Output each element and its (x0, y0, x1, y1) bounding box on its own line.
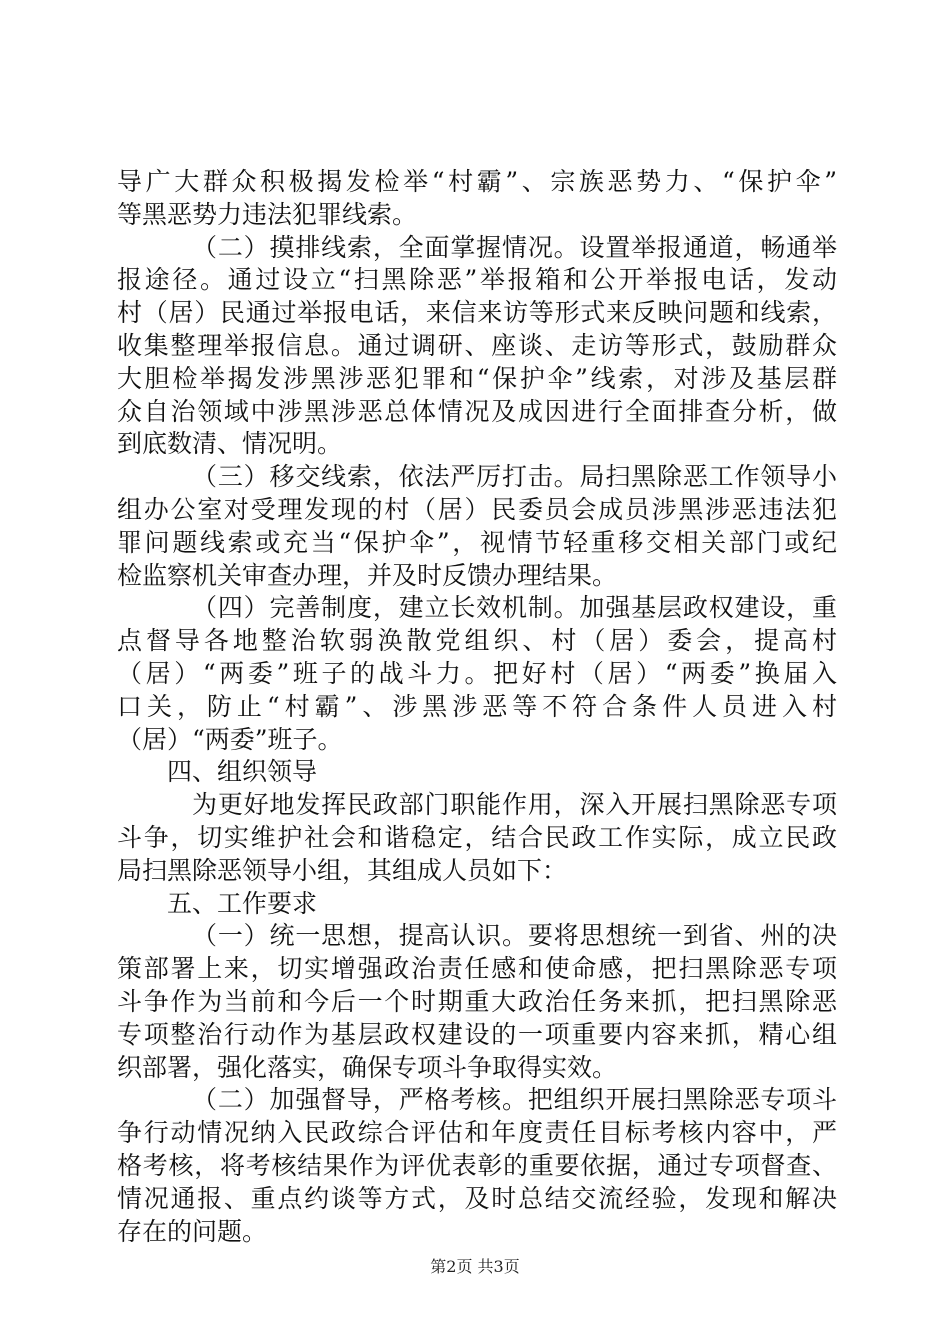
text-line: 组办公室对受理发现的村（居）民委员会成员涉黑涉恶违法犯 (117, 494, 837, 524)
text-line: 织部署，强化落实，确保专项斗争取得实效。 (117, 1052, 618, 1082)
text-line: 到底数清、情况明。 (117, 429, 343, 459)
text-line: 大胆检举揭发涉黑涉恶犯罪和“保护伞”线索，对涉及基层群 (117, 363, 837, 393)
text-line: 众自治领域中涉黑涉恶总体情况及成因进行全面排查分析，做 (117, 396, 837, 426)
text-line: （三）移交线索，依法严厉打击。局扫黑除恶工作领导小 (192, 462, 837, 492)
text-line: （四）完善制度，建立长效机制。加强基层政权建设，重 (192, 593, 837, 623)
text-line: （二）摸排线索，全面掌握情况。设置举报通道，畅通举 (192, 232, 837, 262)
text-line: 格考核，将考核结果作为评优表彰的重要依据，通过专项督查、 (117, 1150, 837, 1180)
text-line: 争行动情况纳入民政综合评估和年度责任目标考核内容中，严 (117, 1118, 837, 1148)
text-line: （二）加强督导，严格考核。把组织开展扫黑除恶专项斗 (192, 1085, 837, 1115)
text-line: 为更好地发挥民政部门职能作用，深入开展扫黑除恶专项 (192, 790, 837, 820)
page-number-label: 第2页 共3页 (430, 1257, 520, 1276)
text-line: 收集整理举报信息。通过调研、座谈、走访等形式，鼓励群众 (117, 330, 837, 360)
text-line: 口关，防止“村霸”、涉黑涉恶等不符合条件人员进入村 (117, 691, 837, 721)
text-line: 检监察机关审查办理，并及时反馈办理结果。 (117, 560, 618, 590)
text-line: 村（居）民通过举报电话，来信来访等形式来反映问题和线索， (117, 298, 837, 328)
text-line: 情况通报、重点约谈等方式，及时总结交流经验，发现和解决 (117, 1183, 837, 1213)
section-heading: 四、组织领导 (167, 757, 318, 787)
text-line: 专项整治行动作为基层政权建设的一项重要内容来抓，精心组 (117, 1019, 837, 1049)
document-body (117, 166, 837, 1248)
text-line: （一）统一思想，提高认识。要将思想统一到省、州的决 (192, 921, 837, 951)
text-line: 报途径。通过设立“扫黑除恶”举报箱和公开举报电话，发动 (117, 265, 837, 295)
section-heading: 五、工作要求 (167, 888, 318, 918)
text-line: 点督导各地整治软弱涣散党组织、村（居）委会，提高村 (117, 626, 837, 656)
page-footer (0, 1257, 950, 1277)
text-line: 导广大群众积极揭发检举“村霸”、宗族恶势力、“保护伞” (117, 167, 837, 196)
text-line: 局扫黑除恶领导小组，其组成人员如下： (117, 855, 568, 885)
text-line: 策部署上来，切实增强政治责任感和使命感，把扫黑除恶专项 (117, 954, 837, 984)
text-line: 斗争，切实维护社会和谐稳定，结合民政工作实际，成立民政 (117, 822, 837, 852)
text-line: （居）“两委”班子的战斗力。把好村（居）“两委”换届入 (117, 658, 837, 688)
text-line: 等黑恶势力违法犯罪线索。 (117, 199, 418, 229)
text-line: 罪问题线索或充当“保护伞”，视情节轻重移交相关部门或纪 (117, 527, 837, 557)
text-line: 存在的问题。 (117, 1216, 268, 1246)
text-line: 斗争作为当前和今后一个时期重大政治任务来抓，把扫黑除恶 (117, 986, 837, 1016)
text-line: （居）“两委”班子。 (117, 724, 343, 754)
